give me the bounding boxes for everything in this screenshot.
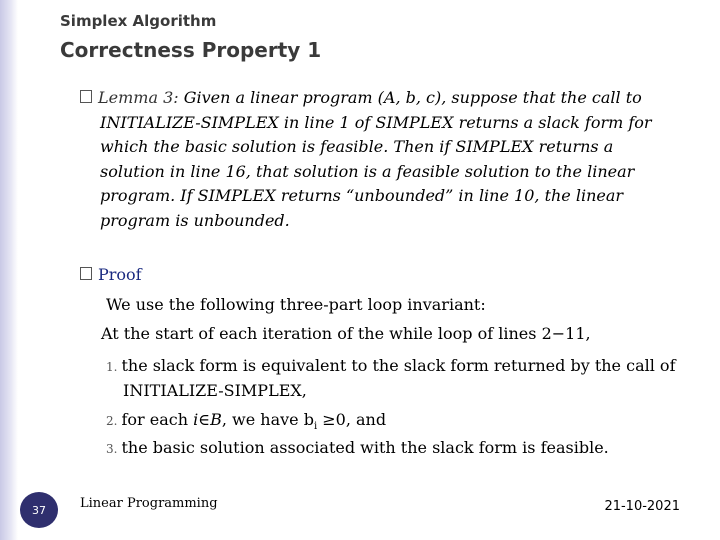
item-var-B: B bbox=[210, 410, 222, 429]
footer-course-title: Linear Programming bbox=[80, 496, 218, 511]
page-number: 37 bbox=[32, 503, 46, 517]
item-elem-symbol: ∈ bbox=[198, 410, 211, 429]
item-text: the basic solution associated with the slack form is feasible. bbox=[121, 438, 609, 457]
invariant-item-1 bbox=[106, 354, 686, 402]
item-text-c: , we have b bbox=[221, 410, 314, 429]
slide-title: Correctness Property 1 bbox=[60, 38, 322, 62]
item-text: the slack form is equivalent to the slack form returned by the call of INITIALIZE-SIMPLEX, bbox=[121, 356, 676, 400]
item-number: 1. bbox=[106, 360, 118, 374]
item-var-i: i bbox=[193, 410, 199, 429]
proof-heading: Proof bbox=[98, 265, 142, 284]
item-text-d: ≥0, and bbox=[317, 410, 387, 429]
page-number-badge bbox=[20, 492, 58, 528]
invariant-item-3 bbox=[106, 436, 686, 461]
lemma-text: Given a linear program (A, b, c), suppose that the call to INITIALIZE-SIMPLEX in line 1 of SIMPLEX returns a slack form for which the basic solution is feasible. Then if SIMPLEX returns a solution in line 16, that solution is a feasible solution to the linear program. If SIMPLEX returns “unbounded” in line 10, the linear program is unbounded. bbox=[100, 88, 652, 230]
footer-date: 21-10-2021 bbox=[604, 499, 680, 514]
item-number: 2. bbox=[106, 414, 118, 428]
proof-line-1: We use the following three-part loop invariant: bbox=[106, 295, 486, 314]
lemma-label: Lemma 3: bbox=[98, 88, 179, 107]
sidebar-decoration bbox=[0, 0, 18, 540]
slide-subtitle: Simplex Algorithm bbox=[60, 12, 217, 30]
invariant-item-2 bbox=[106, 408, 686, 438]
lemma-block bbox=[80, 86, 670, 233]
bullet-icon bbox=[80, 267, 92, 280]
item-text-a: for each bbox=[121, 410, 194, 429]
item-subscript: i bbox=[313, 421, 318, 433]
bullet-icon bbox=[80, 90, 92, 103]
item-number: 3. bbox=[106, 442, 118, 456]
proof-heading-row bbox=[80, 263, 142, 287]
proof-line-2: At the start of each iteration of the while loop of lines 2−11, bbox=[101, 324, 591, 343]
